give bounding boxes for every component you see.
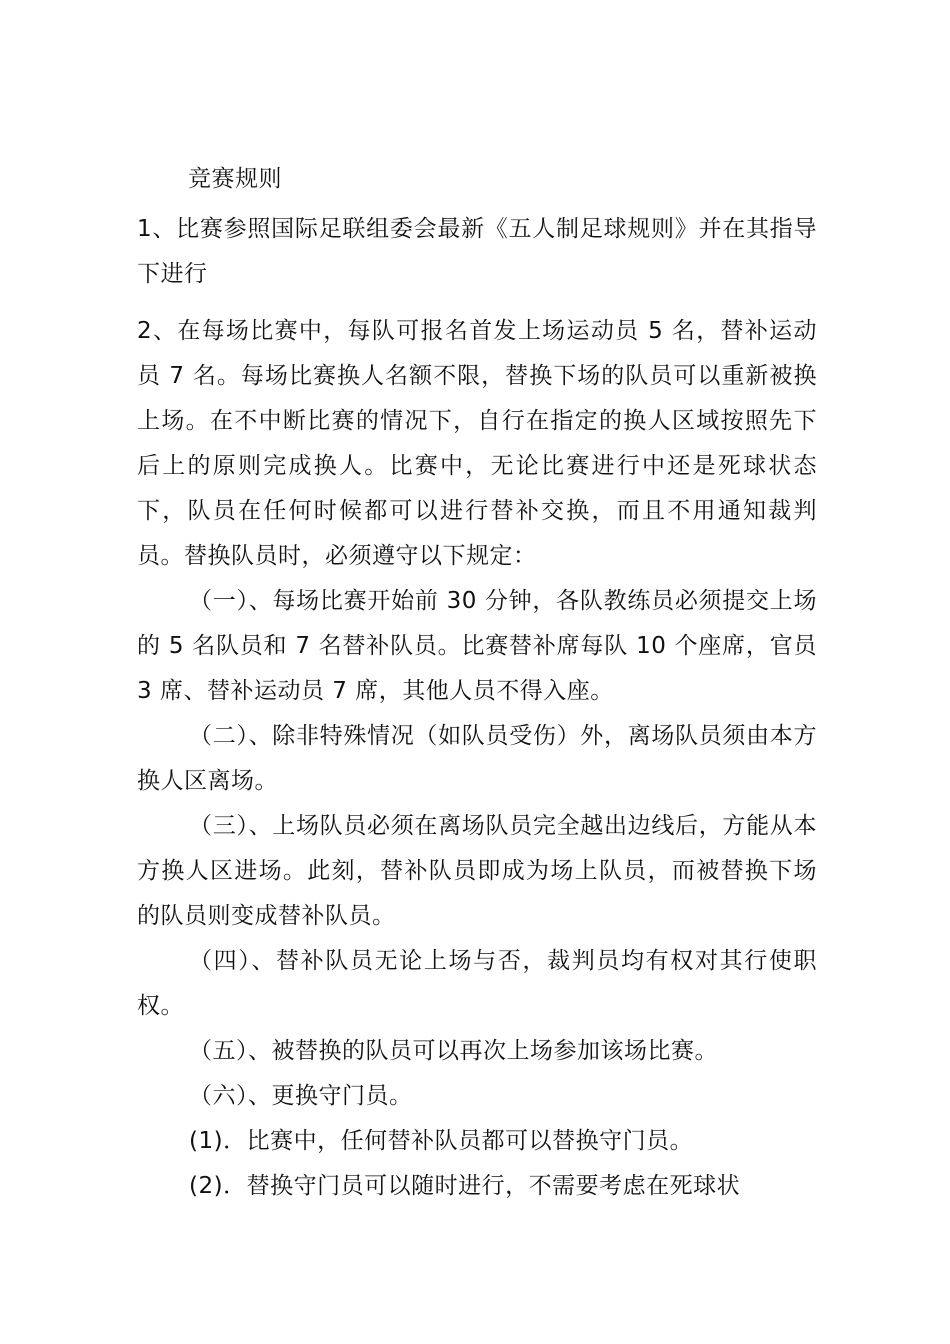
rule-subitem-1: (1)．比赛中，任何替补队员都可以替换守门员。	[189, 1128, 694, 1154]
rule-item-2: （二）、除非特殊情况（如队员受伤）外，离场队员须由本方换人区离场。	[137, 723, 817, 794]
rule-item-5: （五）、被替换的队员可以再次上场参加该场比赛。	[189, 1038, 718, 1064]
rule-item-4: （四）、替补队员无论上场与否，裁判员均有权对其行使职权。	[137, 948, 817, 1019]
document-body	[137, 157, 817, 1209]
document-title: 竞赛规则	[188, 166, 282, 192]
rule-paragraph-2: 2、在每场比赛中，每队可报名首发上场运动员 5 名，替补运动员 7 名。每场比赛换人名额不限，替换下场的队员可以重新被换上场。在不中断比赛的情况下，自行在指定的换人区域按照先下后上的原则完成换人。比赛中，无论比赛进行中还是死球状态下，队员在任何时候都可以进行替补交换，而且不用通知裁判员。替换队员时，必须遵守以下规定：	[137, 318, 817, 569]
rule-subitem-2: (2)．替换守门员可以随时进行，不需要考虑在死球状	[189, 1173, 741, 1199]
rule-paragraph-1: 1、比赛参照国际足联组委会最新《五人制足球规则》并在其指导下进行	[137, 216, 817, 287]
rule-item-6: （六）、更换守门员。	[189, 1083, 413, 1109]
rule-item-1: （一）、每场比赛开始前 30 分钟，各队教练员必须提交上场的 5 名队员和 7 名替补队员。比赛替补席每队 10 个座席，官员 3 席、替补运动员 7 席，其他人员不得入座。	[137, 588, 817, 704]
rule-item-3: （三）、上场队员必须在离场队员完全越出边线后，方能从本方换人区进场。此刻，替补队员即成为场上队员，而被替换下场的队员则变成替补队员。	[137, 813, 817, 929]
